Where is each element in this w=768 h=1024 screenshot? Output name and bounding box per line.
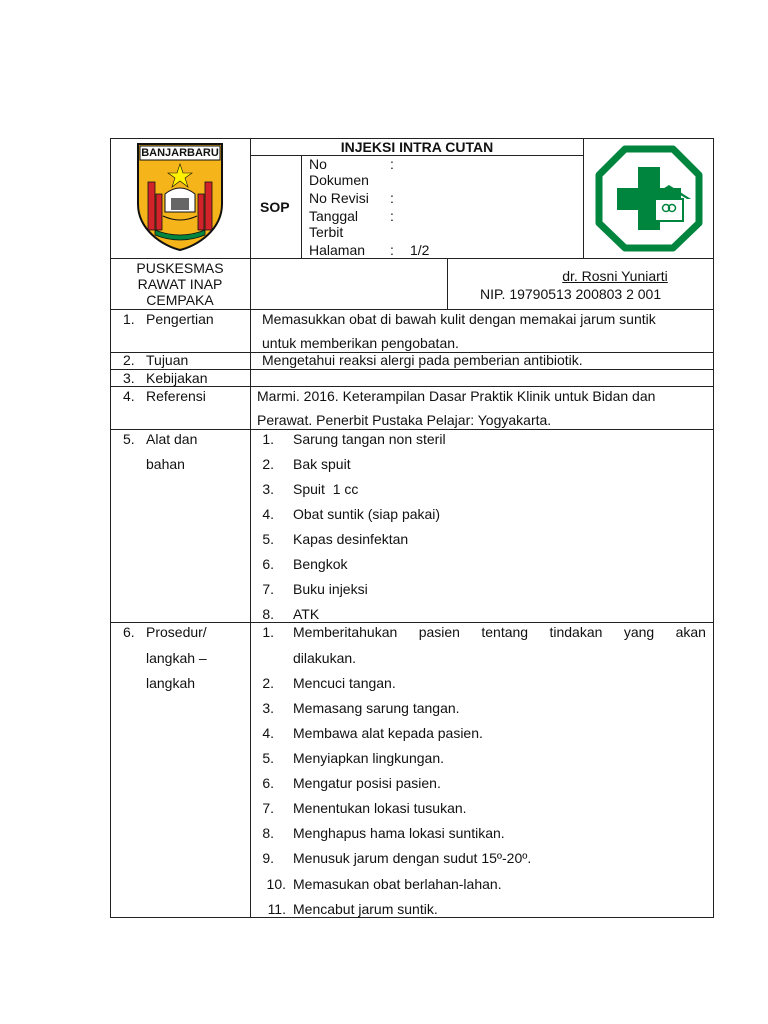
- word: pasien: [418, 624, 460, 640]
- field-label-revisi: No Revisi: [309, 190, 369, 206]
- table-border: [447, 258, 448, 310]
- list-number: 6.: [262, 556, 274, 572]
- list-item: Membawa alat kepada pasien.: [293, 725, 483, 741]
- section-text: Memasukkan obat di bawah kulit dengan memakai jarum suntik: [262, 311, 656, 327]
- section-label: Alat dan: [146, 431, 198, 447]
- section-text: Mengetahui reaksi alergi pada pemberian antibiotik.: [262, 352, 583, 368]
- list-number: 5.: [262, 750, 274, 766]
- section-label: bahan: [146, 456, 185, 472]
- list-number: 10.: [266, 876, 286, 892]
- list-number: 2.: [262, 675, 274, 691]
- section-number: 3.: [123, 370, 135, 386]
- list-item: Memasukan obat berlahan-lahan.: [293, 876, 502, 892]
- health-cross-icon: [595, 145, 703, 252]
- section-text: Perawat. Penerbit Pustaka Pelajar: Yogyakarta.: [257, 412, 552, 428]
- list-number: 11.: [267, 901, 286, 917]
- word: tentang: [481, 624, 529, 640]
- table-border: [110, 309, 714, 310]
- section-number: 4.: [123, 388, 135, 404]
- section-number: 6.: [123, 624, 135, 640]
- table-border: [301, 155, 302, 259]
- list-number: 6.: [262, 775, 274, 791]
- list-item: Obat suntik (siap pakai): [293, 506, 441, 522]
- field-sep-revisi: :: [390, 190, 394, 206]
- list-number: 3.: [262, 700, 274, 716]
- list-number: 1.: [262, 431, 274, 447]
- list-number: 2.: [262, 456, 274, 472]
- list-item: Memasang sarung tangan.: [293, 700, 460, 716]
- list-item: ATK: [293, 606, 320, 622]
- list-item: Menentukan lokasi tusukan.: [293, 800, 467, 816]
- section-number: 2.: [123, 352, 135, 368]
- list-item: Bak spuit: [293, 456, 351, 472]
- sop-label: SOP: [260, 199, 290, 215]
- signer-name: dr. Rosni Yuniarti: [562, 268, 668, 284]
- section-label: Pengertian: [146, 311, 214, 327]
- list-item: Bengkok: [293, 556, 348, 572]
- field-label-no: No: [309, 156, 327, 172]
- list-number: 1.: [262, 624, 274, 640]
- section-label: Tujuan: [146, 352, 189, 368]
- section-label: Kebijakan: [146, 370, 208, 386]
- list-item-justified: [293, 624, 706, 641]
- section-text: untuk memberikan pengobatan.: [262, 335, 459, 351]
- field-value-halaman: 1/2: [410, 242, 430, 258]
- list-number: 4.: [262, 725, 274, 741]
- document-title: INJEKSI INTRA CUTAN: [340, 139, 494, 155]
- table-border: [583, 138, 584, 259]
- banjarbaru-emblem-logo: [135, 142, 225, 252]
- word: tindakan: [549, 624, 603, 640]
- list-item: Sarung tangan non steril: [293, 431, 446, 447]
- table-border: [110, 429, 714, 430]
- section-label: langkah –: [146, 650, 207, 666]
- list-item: Menusuk jarum dengan sudut 15º-20º.: [293, 850, 532, 866]
- section-number: 1.: [123, 311, 135, 327]
- logo-text: BANJARBARU: [141, 147, 219, 159]
- list-item: Menyiapkan lingkungan.: [293, 750, 444, 766]
- field-label-dokumen: Dokumen: [309, 172, 369, 188]
- list-number: 8.: [262, 606, 274, 622]
- field-label-tanggal: Tanggal: [309, 208, 359, 224]
- section-text: Marmi. 2016. Keterampilan Dasar Praktik Klinik untuk Bidan dan: [257, 388, 656, 404]
- list-item: Kapas desinfektan: [293, 531, 409, 547]
- table-border: [713, 138, 714, 918]
- section-label: langkah: [146, 675, 196, 691]
- field-sep-tanggal: :: [390, 208, 394, 224]
- table-border: [250, 138, 251, 918]
- table-border: [110, 622, 714, 623]
- list-number: 4.: [262, 506, 274, 522]
- list-item: Spuit 1 cc: [293, 481, 359, 497]
- section-label: Prosedur/: [146, 624, 207, 640]
- list-item: Menghapus hama lokasi suntikan.: [293, 825, 505, 841]
- list-number: 9.: [262, 850, 274, 866]
- table-border: [110, 138, 111, 918]
- list-item: Mengatur posisi pasien.: [293, 775, 441, 791]
- field-label-halaman: Halaman: [309, 242, 366, 258]
- org-line: CEMPAKA: [146, 292, 214, 308]
- list-item: Mencabut jarum suntik.: [293, 901, 438, 917]
- org-line: PUSKESMAS: [136, 260, 224, 276]
- section-label: Referensi: [146, 388, 206, 404]
- list-item: Mencuci tangan.: [293, 675, 396, 691]
- field-label-terbit: Terbit: [309, 224, 344, 240]
- word: yang: [623, 624, 655, 640]
- list-number: 7.: [262, 800, 274, 816]
- puskesmas-logo: [595, 145, 703, 252]
- field-sep-no: :: [390, 156, 394, 172]
- section-number: 5.: [123, 431, 135, 447]
- list-item: Buku injeksi: [293, 581, 368, 597]
- list-number: 7.: [262, 581, 274, 597]
- list-number: 8.: [262, 825, 274, 841]
- list-number: 3.: [262, 481, 274, 497]
- signer-nip: NIP. 19790513 200803 2 001: [480, 286, 662, 302]
- word: akan: [675, 624, 706, 640]
- org-line: RAWAT INAP: [137, 276, 223, 292]
- word: Memberitahukan: [293, 624, 398, 640]
- field-sep-halaman: :: [390, 242, 394, 258]
- list-number: 5.: [262, 531, 274, 547]
- list-item-continuation: dilakukan.: [293, 650, 357, 666]
